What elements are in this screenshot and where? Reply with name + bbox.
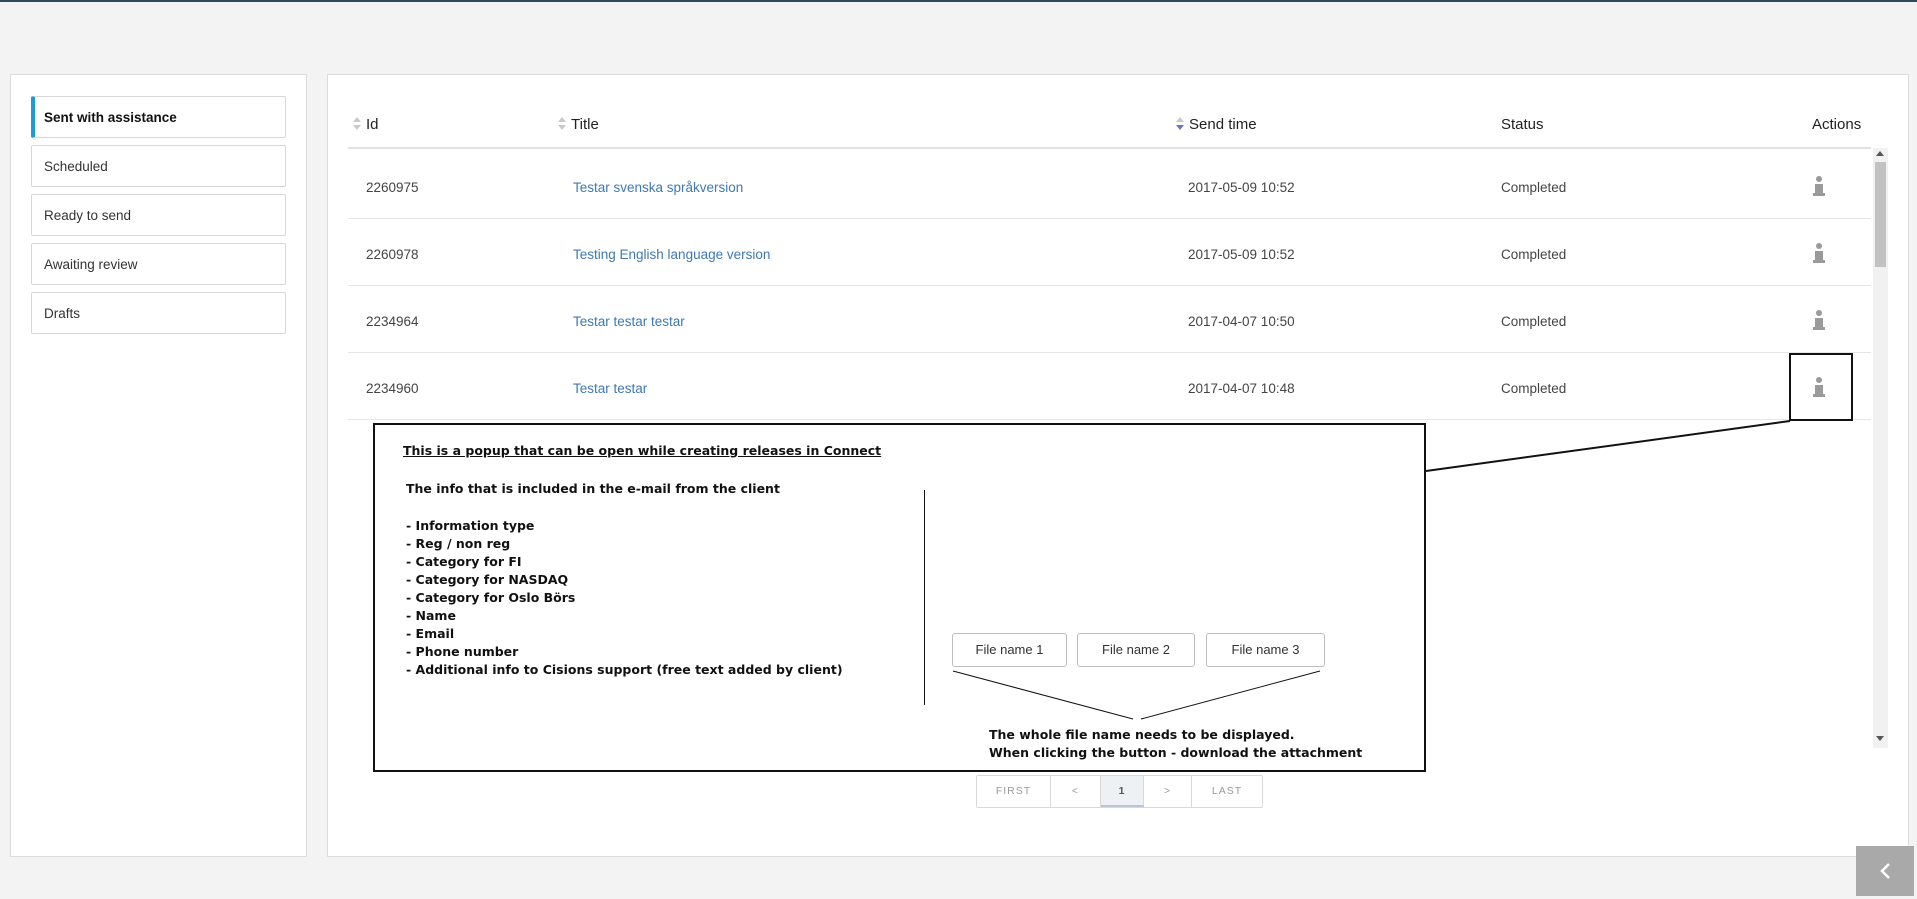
list-item: - Category for Oslo Börs [406, 590, 576, 605]
chevron-left-icon [1856, 846, 1914, 896]
cell-title-link[interactable]: Testar svenska språkversion [573, 180, 744, 195]
popup-note-line-2: When clicking the button - download the attachment [989, 745, 1363, 760]
cell-send-time: 2017-05-09 10:52 [1188, 180, 1295, 195]
popup-divider [924, 490, 925, 705]
popup-intro: The info that is included in the e-mail from the client [406, 481, 780, 496]
pagination-first-button[interactable]: FIRST [977, 776, 1051, 807]
pagination-page-1[interactable]: 1 [1101, 776, 1144, 807]
list-item: - Name [406, 608, 456, 623]
list-item: - Email [406, 626, 455, 641]
pagination-next-button[interactable]: > [1144, 776, 1192, 807]
pagination [976, 775, 1263, 808]
list-item: - Additional info to Cisions support (free text added by client) [406, 662, 843, 677]
cell-title-link[interactable]: Testar testar [573, 381, 648, 396]
cell-title-link[interactable]: Testing English language version [573, 247, 771, 262]
popup-title: This is a popup that can be open while creating releases in Connect [403, 443, 882, 458]
column-header-actions: Actions [1812, 116, 1862, 133]
cell-id: 2260978 [366, 247, 419, 262]
collapse-button[interactable] [1856, 846, 1914, 896]
pagination-last-button[interactable]: LAST [1211, 785, 1243, 797]
pagination-prev-button[interactable]: < [1051, 776, 1101, 807]
cell-id: 2234964 [366, 314, 419, 329]
list-item: - Category for FI [406, 554, 522, 569]
file-button-2[interactable]: File name 2 [1077, 633, 1195, 667]
column-header-send-time[interactable]: Send time [1189, 116, 1257, 133]
list-item: - Information type [406, 518, 535, 533]
sidebar-item-label: Scheduled [44, 159, 108, 174]
info-popup [373, 423, 1426, 772]
column-header-title[interactable]: Title [571, 116, 599, 133]
sidebar-item-label: Sent with assistance [44, 110, 177, 125]
cell-id: 2234960 [366, 381, 419, 396]
cell-status: Completed [1501, 381, 1567, 396]
sidebar-item-label: Ready to send [44, 208, 132, 223]
column-header-id[interactable]: Id [366, 116, 379, 133]
column-header-status: Status [1501, 116, 1544, 133]
list-item: - Category for NASDAQ [406, 572, 569, 587]
cell-send-time: 2017-04-07 10:48 [1188, 381, 1295, 396]
list-item: - Reg / non reg [406, 536, 511, 551]
cell-send-time: 2017-04-07 10:50 [1188, 314, 1295, 329]
cell-status: Completed [1501, 314, 1567, 329]
cell-title-link[interactable]: Testar testar testar [573, 314, 685, 329]
cell-status: Completed [1501, 247, 1567, 262]
sidebar-item-label: Drafts [44, 306, 81, 321]
file-button-1[interactable]: File name 1 [952, 633, 1067, 667]
popup-note-line-1: The whole file name needs to be displayed. [989, 727, 1295, 742]
cell-id: 2260975 [366, 180, 419, 195]
cell-status: Completed [1501, 180, 1567, 195]
sidebar-item-label: Awaiting review [44, 257, 138, 272]
cell-send-time: 2017-05-09 10:52 [1188, 247, 1295, 262]
list-item: - Phone number [406, 644, 519, 659]
file-button-3[interactable]: File name 3 [1206, 633, 1325, 667]
popup-info-list [406, 517, 843, 679]
